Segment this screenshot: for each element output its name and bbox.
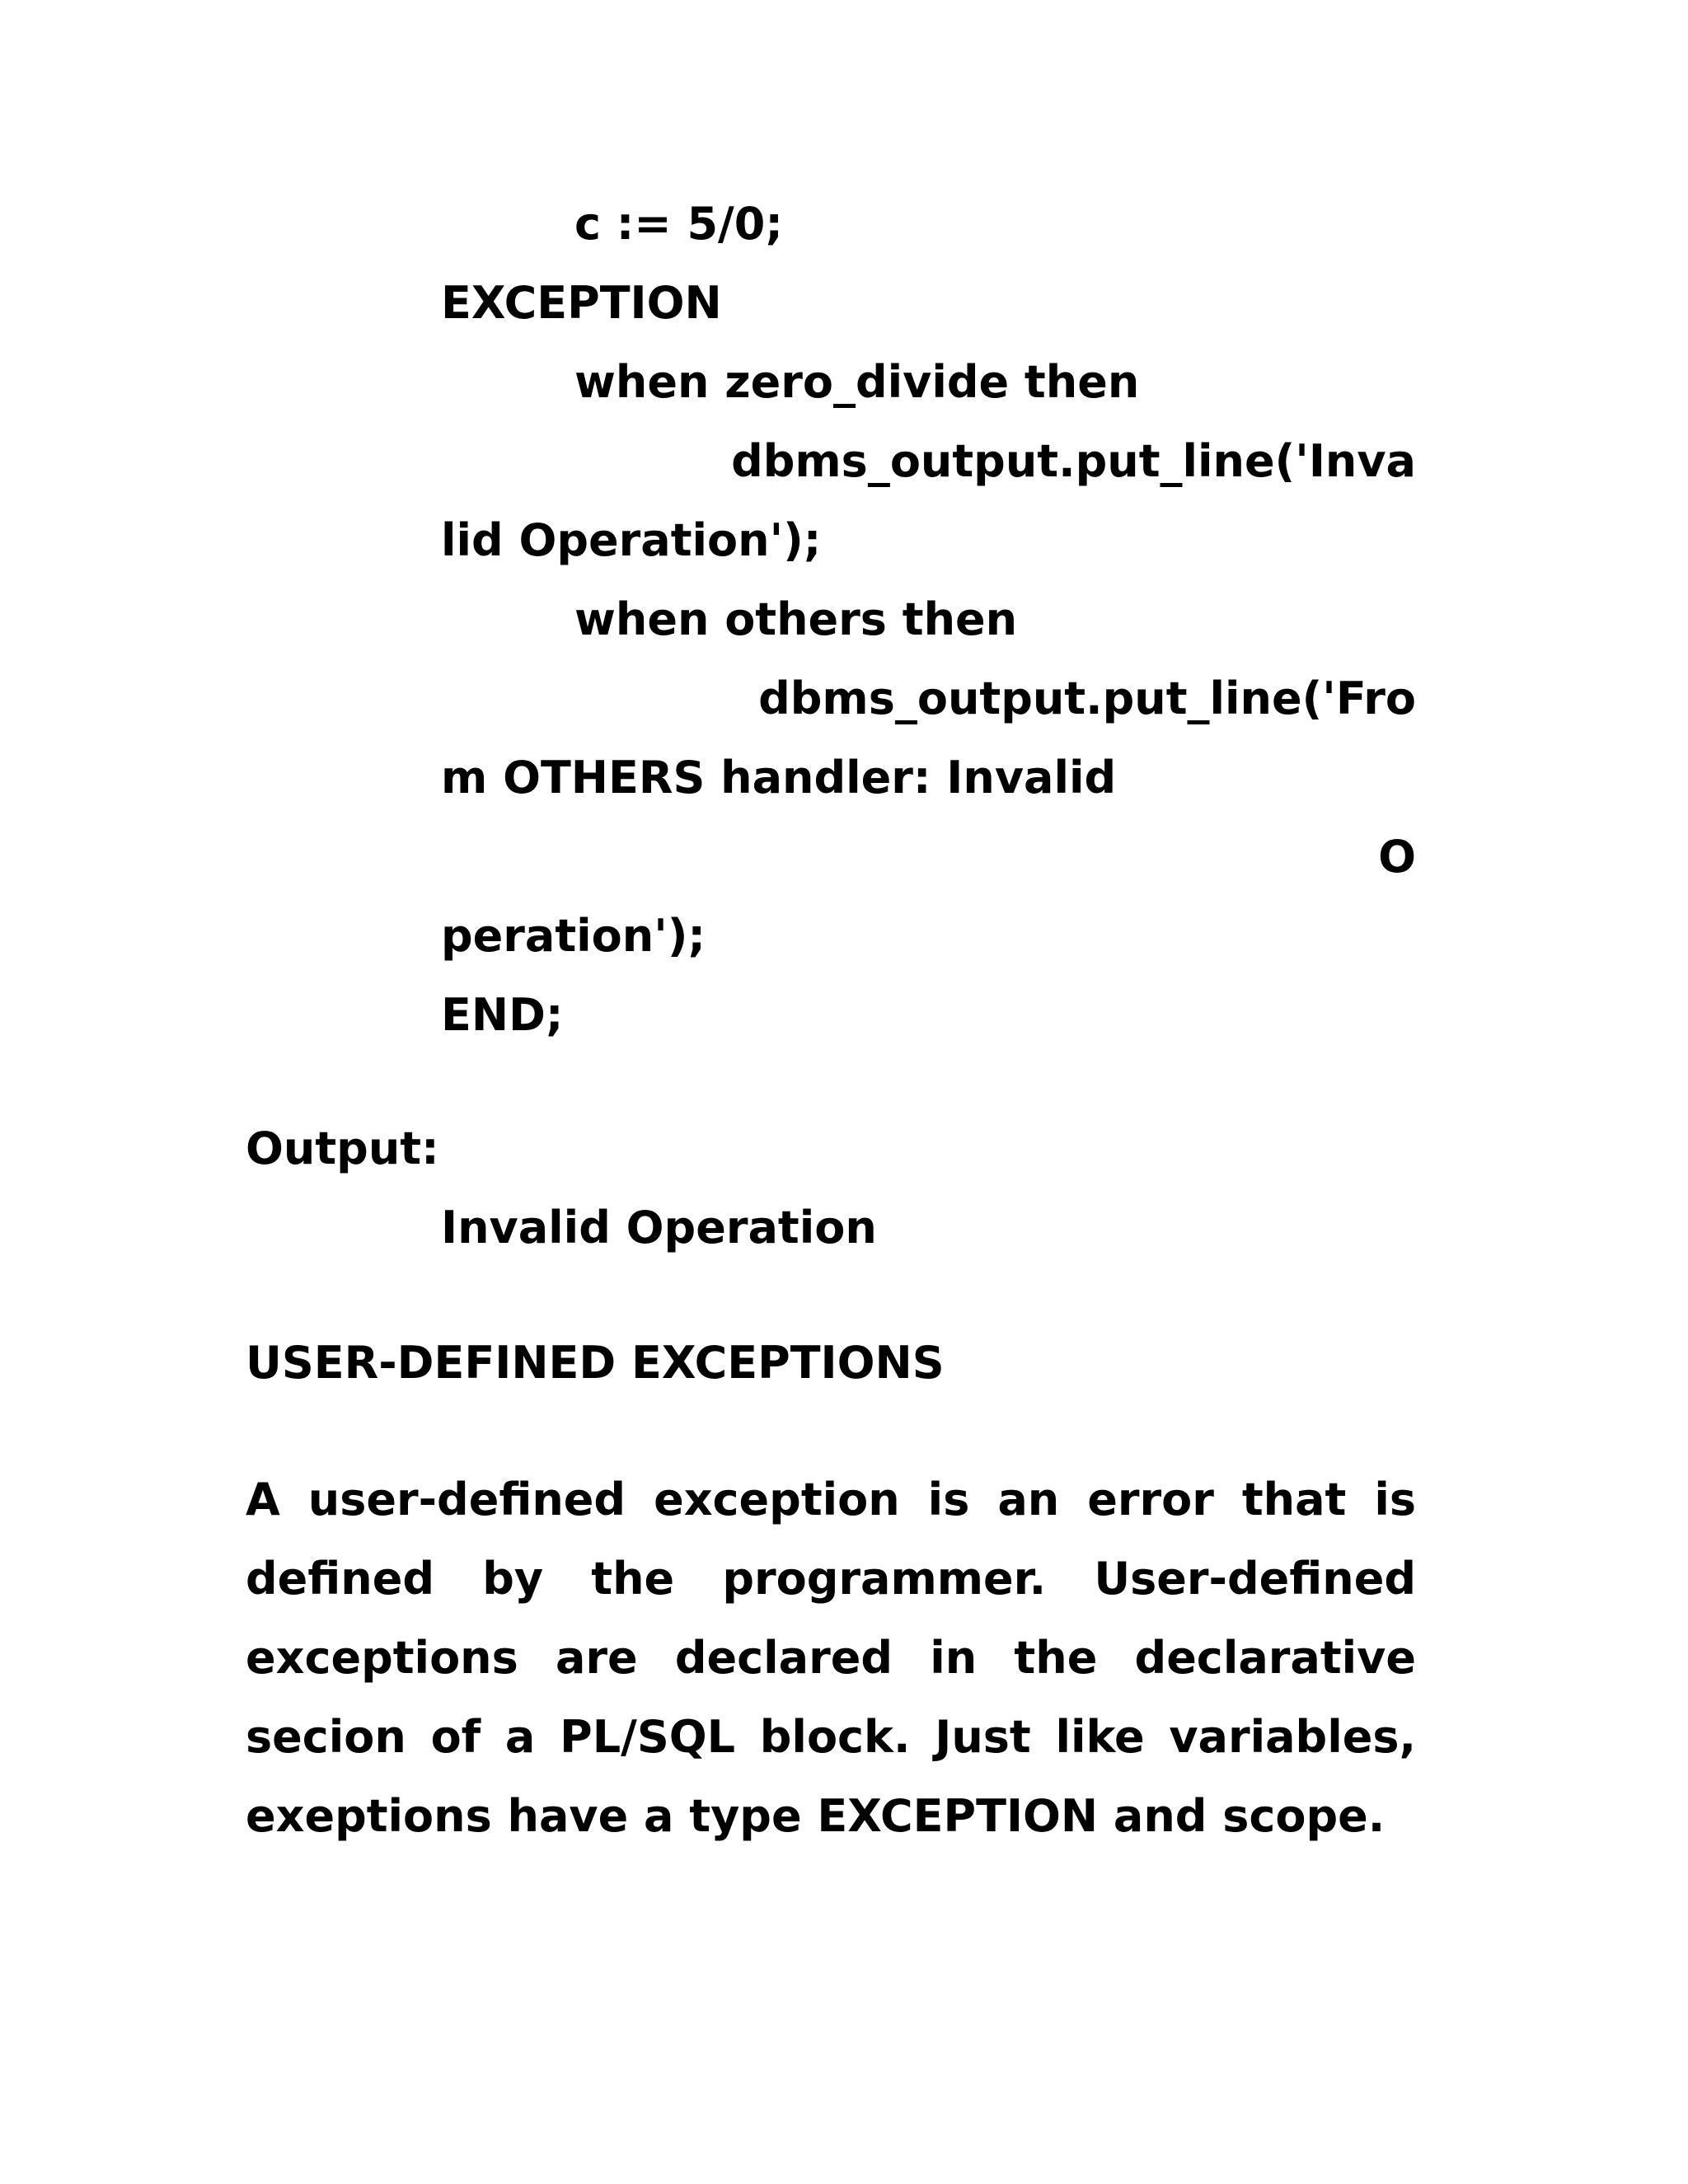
code-line-6: when others then bbox=[574, 593, 1018, 645]
output-label: Output: bbox=[246, 1122, 439, 1174]
code-line-7: dbms_output.put_line('Fro bbox=[758, 673, 1416, 724]
section-heading: USER-DEFINED EXCEPTIONS bbox=[246, 1337, 945, 1389]
code-line-4: dbms_output.put_line('Inva bbox=[731, 435, 1416, 487]
code-line-2: EXCEPTION bbox=[441, 277, 722, 329]
code-line-10: peration'); bbox=[441, 910, 706, 962]
section-paragraph: A user-defined exception is an error that is defined by the programmer. User-defined exceptions are declared in the declarative secion of a PL/SQL block. Just like variables, exeptions have a type EXCEPTION and scope. bbox=[246, 1474, 1416, 1842]
code-line-11: END; bbox=[441, 989, 564, 1041]
code-line-8: m OTHERS handler: Invalid bbox=[441, 752, 1117, 804]
code-line-5: lid Operation'); bbox=[441, 514, 822, 566]
code-line-9: O bbox=[1378, 831, 1416, 883]
output-value: Invalid Operation bbox=[441, 1202, 877, 1254]
code-line-3: when zero_divide then bbox=[574, 356, 1140, 408]
code-line-1: c := 5/0; bbox=[574, 198, 783, 250]
